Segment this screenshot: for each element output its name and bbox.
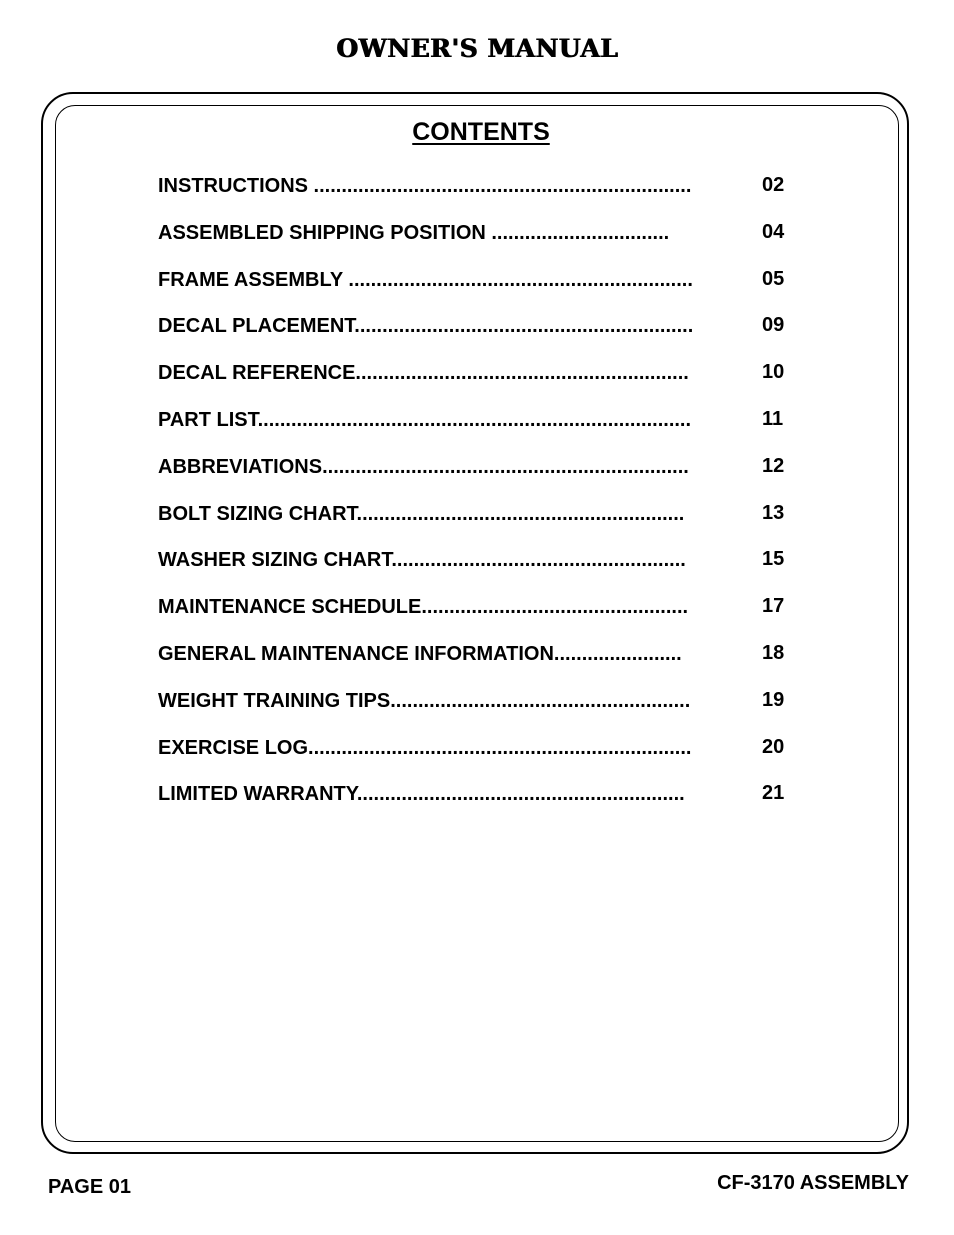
toc-entry	[158, 405, 790, 452]
toc-entry-label: PART LIST..............................................................................	[158, 408, 692, 431]
toc-entry	[158, 218, 790, 265]
toc-entry-label: INSTRUCTIONS ....................................................................	[158, 175, 692, 197]
toc-entry-label: DECAL REFERENCE............................................................	[158, 362, 689, 385]
toc-entry	[158, 452, 790, 499]
toc-entry-page: 09	[762, 314, 785, 337]
toc-entry	[158, 686, 790, 733]
toc-entry-page: 17	[762, 595, 785, 618]
toc-entry-page: 05	[762, 267, 785, 290]
toc-entry-page: 15	[762, 548, 785, 571]
toc-entry	[158, 733, 790, 780]
toc-entry-label: LIMITED WARRANTY...........................................................	[158, 783, 685, 806]
toc-entry	[158, 592, 790, 639]
toc-entry	[158, 779, 790, 826]
toc-entry-page: 10	[762, 361, 785, 384]
toc-entry-label: MAINTENANCE SCHEDULE................................................	[158, 596, 689, 619]
table-of-contents	[158, 171, 790, 826]
toc-entry-page: 19	[762, 688, 785, 711]
toc-entry-label: GENERAL MAINTENANCE INFORMATION.......................	[158, 642, 682, 665]
toc-entry	[158, 545, 790, 592]
toc-entry-label: WEIGHT TRAINING TIPS......................................................	[158, 689, 691, 712]
toc-entry-page: 21	[762, 782, 785, 805]
toc-entry-page: 12	[762, 454, 785, 477]
manual-title: OWNER'S MANUAL	[336, 34, 618, 63]
toc-entry	[158, 265, 790, 312]
toc-entry-label: DECAL PLACEMENT.............................................................	[158, 315, 694, 338]
toc-entry	[158, 171, 790, 218]
toc-entry-label: ASSEMBLED SHIPPING POSITION ................................	[158, 221, 670, 244]
toc-entry	[158, 358, 790, 405]
toc-entry-page: 11	[762, 407, 784, 430]
toc-entry-page: 13	[762, 501, 785, 524]
toc-entry-label: ABBREVIATIONS..................................................................	[158, 455, 689, 478]
page-number: PAGE 01	[48, 1176, 131, 1198]
toc-entry-page: 02	[762, 174, 785, 196]
toc-entry-label: WASHER SIZING CHART.....................................................	[158, 549, 686, 572]
model-assembly-label: CF-3170 ASSEMBLY	[717, 1172, 909, 1194]
contents-heading: CONTENTS	[412, 118, 550, 146]
toc-entry-page: 20	[762, 735, 785, 758]
toc-entry	[158, 639, 790, 686]
toc-entry-label: BOLT SIZING CHART...........................................................	[158, 502, 685, 525]
toc-entry	[158, 499, 790, 546]
toc-entry-label: EXERCISE LOG.....................................................................	[158, 736, 692, 759]
toc-entry-page: 18	[762, 641, 785, 664]
toc-entry	[158, 311, 790, 358]
toc-entry-label: FRAME ASSEMBLY ..............................................................	[158, 268, 693, 291]
toc-entry-page: 04	[762, 220, 785, 243]
